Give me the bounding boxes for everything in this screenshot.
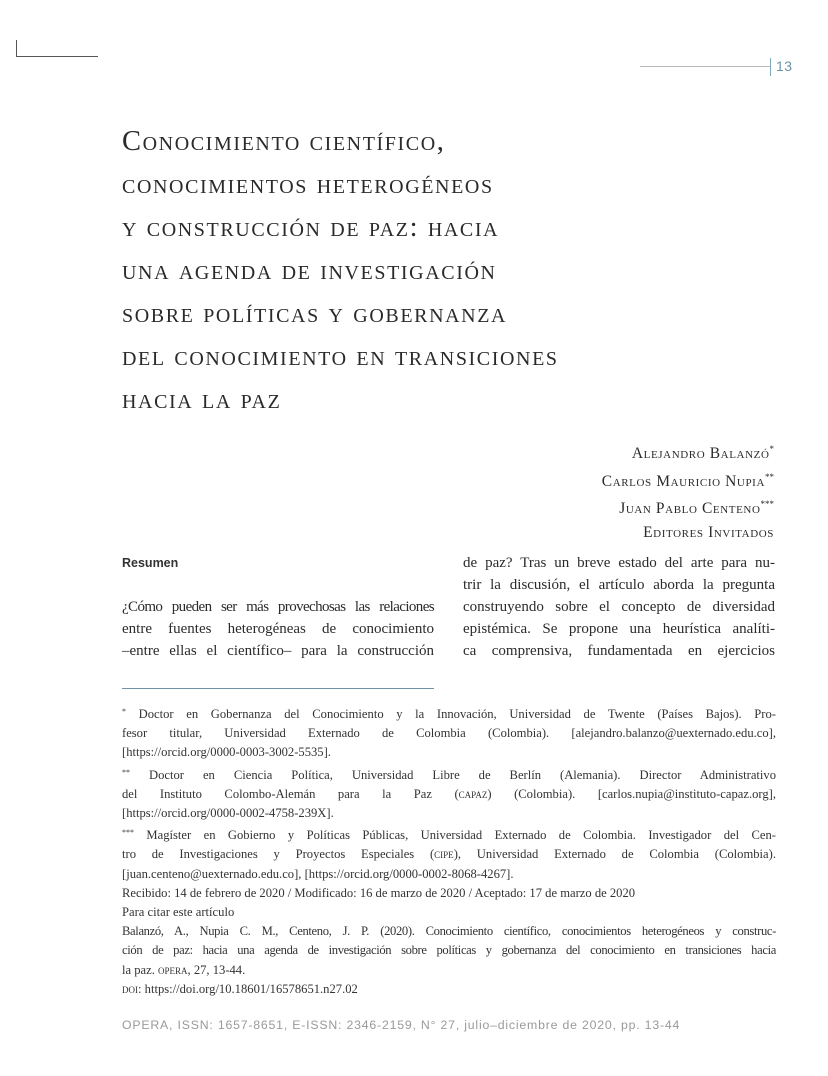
footnote-text: Magíster en Gobierno y Políticas Públicas, Universidad Externado de Colombia. Investigador del Cen-: [146, 828, 776, 843]
page-number: 13: [776, 58, 793, 74]
footnotes: [122, 702, 776, 999]
doi-label: doi: [122, 981, 138, 996]
citation-line: Balanzó, A., Nupia C. M., Centeno, J. P. (2020). Conocimiento científico, conocimientos heterogéneos y construc-: [122, 924, 776, 939]
author-block: [602, 438, 774, 544]
abstract-column-left: [122, 596, 434, 662]
title-line: Conocimiento científico,: [122, 126, 446, 157]
footnote-mark: *: [122, 707, 126, 716]
footnote-text: Doctor en Ciencia Política, Universidad Libre de Berlín (Alemania). Director Administrativo: [149, 767, 776, 782]
acronym: capaz: [458, 786, 488, 801]
doi-line: [122, 980, 776, 999]
abstract-heading: Resumen: [122, 556, 179, 570]
footnote-line: [juan.centeno@uexternado.edu.co], [https://orcid.org/0000-0002-8068-4267].: [122, 866, 514, 881]
editors-label: Editores Invitados: [643, 523, 774, 541]
footnote-separator: [122, 688, 434, 689]
footnote-mark: **: [765, 471, 774, 482]
abstract-line: ca comprensiva, fundamentada en ejercicios: [463, 643, 775, 659]
received-dates: Recibido: 14 de febrero de 2020 / Modificado: 16 de marzo de 2020 / Aceptado: 17 de marzo de 2020: [122, 885, 636, 900]
footnote-text: ), Universidad Externado de Colombia (Colombia).: [453, 847, 776, 862]
abstract-line: entre fuentes heterogéneas de conocimiento: [122, 621, 434, 637]
abstract-line: epistémica. Se propone una heurística analíti-: [463, 621, 775, 637]
abstract-line: –entre ellas el científico– para la construcción: [122, 643, 434, 659]
footnote-line: [https://orcid.org/0000-0003-3002-5535].: [122, 745, 331, 760]
title-line: y construcción de paz: hacia: [122, 212, 500, 243]
header-rule: [640, 66, 770, 67]
footnote-line: [https://orcid.org/0000-0002-4758-239X].: [122, 806, 334, 821]
journal-footer: OPERA, ISSN: 1657-8651, E-ISSN: 2346-2159, N° 27, julio–diciembre de 2020, pp. 13-44: [122, 1018, 681, 1032]
author-name: Juan Pablo Centeno: [619, 500, 761, 517]
footnote-line: [122, 763, 776, 785]
footnote-line: [122, 785, 776, 804]
footnote-line: fesor titular, Universidad Externado de Colombia (Colombia). [alejandro.balanzo@uexternado.edu.co],: [122, 726, 776, 741]
abstract-line: construyendo sobre el concepto de diversidad: [463, 599, 775, 615]
citation-text: , 27, 13-44.: [187, 962, 246, 977]
title-line: una agenda de investigación: [122, 255, 497, 286]
footnote-mark: ***: [122, 828, 134, 838]
footnote-line: [122, 702, 776, 724]
crop-mark: [16, 40, 17, 56]
footnote-line: [122, 823, 776, 845]
abstract-line: ¿Cómo pueden ser más provechosas las relaciones: [122, 599, 434, 615]
footnote-text: del Instituto Colombo-Alemán para la Paz (: [122, 786, 459, 801]
article-title: [122, 120, 782, 421]
author: [602, 466, 774, 494]
citation-line: [122, 961, 776, 980]
crop-mark-line: [16, 56, 98, 57]
footnote-line: [122, 845, 776, 864]
abstract-column-right: [463, 552, 775, 662]
title-line: conocimientos heterogéneos: [122, 169, 494, 200]
citation-text: la paz.: [122, 962, 159, 977]
footnote-text: tro de Investigaciones y Proyectos Especiales (: [122, 847, 435, 862]
citation-line: ción de paz: hacia una agenda de investigación sobre políticas y gobernanza del conocimiento en transiciones hacia: [122, 943, 776, 958]
author-name: Alejandro Balanzó: [631, 445, 770, 462]
title-line: sobre políticas y gobernanza: [122, 298, 508, 329]
doi-link[interactable]: : https://doi.org/10.18601/16578651.n27.02: [138, 981, 358, 996]
footnote-mark: **: [122, 767, 130, 777]
cite-heading: Para citar este artículo: [122, 905, 235, 920]
footnote-mark: *: [769, 444, 774, 454]
title-line: del conocimiento en transiciones: [122, 341, 559, 372]
author: [602, 438, 774, 466]
abstract-line: trir la discusión, el artículo aborda la pregunta: [463, 577, 775, 593]
title-line: hacia la paz: [122, 384, 282, 415]
author: [602, 493, 774, 521]
footnote-mark: ***: [760, 499, 774, 509]
journal-name: opera: [158, 962, 188, 977]
abstract-line: de paz? Tras un breve estado del arte para nu-: [463, 555, 775, 571]
author-name: Carlos Mauricio Nupia: [601, 472, 765, 490]
footnote-text: ) (Colombia). [carlos.nupia@instituto-capaz.org],: [487, 786, 776, 801]
footnote-text: Doctor en Gobernanza del Conocimiento y la Innovación, Universidad de Twente (Países Bajos). Pro-: [138, 707, 776, 721]
page-number-bar: [770, 58, 771, 76]
acronym: cipe: [434, 847, 454, 862]
